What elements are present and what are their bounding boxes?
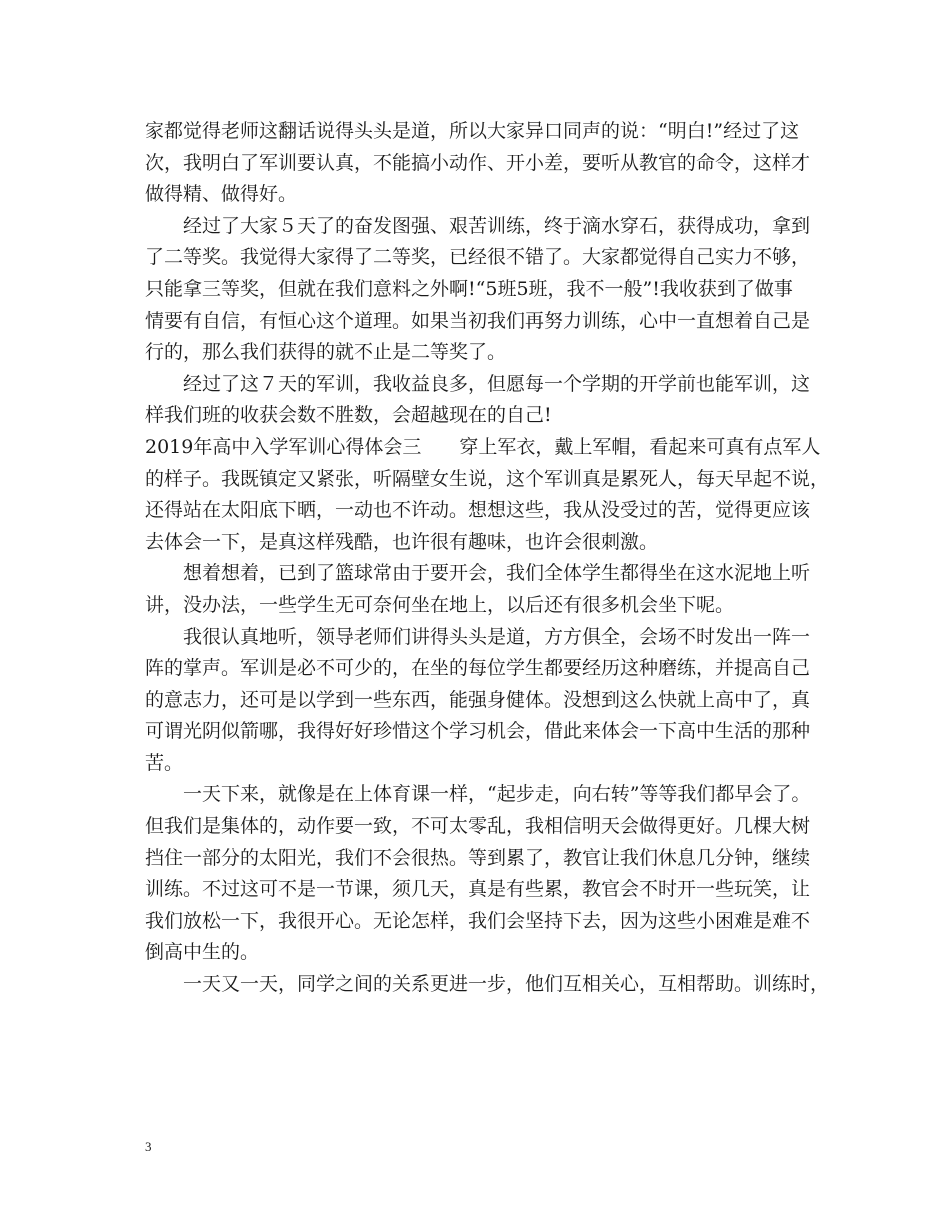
text-line: 讲，没办法，一些学生无可奈何坐在地上，以后还有很多机会坐下呢。 xyxy=(145,593,735,616)
text-line: 但我们是集体的，动作要一致，不可太零乱，我相信明天会做得更好。几棵大树 xyxy=(145,815,811,838)
text-line: 了二等奖。我觉得大家得了二等奖，已经很不错了。大家都觉得自己实力不够， xyxy=(145,246,811,269)
text-line: 我们放松一下，我很开心。无论怎样，我们会坚持下去，因为这些小困难是难不 xyxy=(145,909,811,932)
section-heading-line: 2019年高中入学军训心得体会三 穿上军衣，戴上军帽，看起来可真有点军人 xyxy=(145,435,821,458)
text-line: 想着想着，已到了篮球常由于要开会，我们全体学生都得坐在这水泥地上听 xyxy=(145,562,811,585)
text-line: 阵的掌声。军训是必不可少的，在坐的每位学生都要经历这种磨练，并提高自己 xyxy=(145,657,811,680)
text-line: 苦。 xyxy=(145,751,184,774)
text-line: 行的，那么我们获得的就不止是二等奖了。 xyxy=(145,341,507,364)
text-line: 情要有自信，有恒心这个道理。如果当初我们再努力训练，心中一直想着自己是 xyxy=(145,309,811,332)
text-line: 次，我明白了军训要认真，不能搞小动作、开小差，要听从教官的命令，这样才 xyxy=(145,151,811,174)
text-line: 挡住一部分的太阳光，我们不会很热。等到累了，教官让我们休息几分钟，继续 xyxy=(145,846,811,869)
text-line: 可谓光阴似箭哪，我得好好珍惜这个学习机会，借此来体会一下高中生活的那种 xyxy=(145,720,811,743)
page-number: 3 xyxy=(145,1139,152,1154)
text-line: 还得站在太阳底下晒，一动也不许动。想想这些，我从没受过的苦，觉得更应该 xyxy=(145,499,811,522)
text-line: 一天下来，就像是在上体育课一样，“起步走，向右转”等等我们都早会了。 xyxy=(145,783,811,806)
text-line: 只能拿三等奖，但就在我们意料之外啊!“5班5班，我不一般”!我收获到了做事 xyxy=(145,277,793,300)
text-line: 经过了大家５天了的奋发图强、艰苦训练，终于滴水穿石，获得成功，拿到 xyxy=(145,214,811,237)
text-line: 倒高中生的。 xyxy=(145,941,260,964)
body-text xyxy=(145,116,835,1001)
text-line: 去体会一下，是真这样残酷，也许很有趣味，也许会很刺激。 xyxy=(145,530,659,553)
text-line: 的意志力，还可是以学到一些东西，能强身健体。没想到这么快就上高中了，真 xyxy=(145,688,811,711)
text-line: 我很认真地听，领导老师们讲得头头是道，方方俱全，会场不时发出一阵一 xyxy=(145,625,811,648)
text-line: 训练。不过这可不是一节课，须几天，真是有些累，教官会不时开一些玩笑，让 xyxy=(145,878,811,901)
text-line: 经过了这７天的军训，我收益良多，但愿每一个学期的开学前也能军训，这 xyxy=(145,372,811,395)
text-line: 家都觉得老师这翻话说得头头是道，所以大家异口同声的说：“明白!”经过了这 xyxy=(145,120,800,142)
text-line: 做得精、做得好。 xyxy=(145,183,298,206)
text-line: 一天又一天，同学之间的关系更进一步，他们互相关心，互相帮助。训练时， xyxy=(145,973,830,996)
text-line: 样我们班的收获会数不胜数，会超越现在的自己! xyxy=(145,404,552,427)
text-line: 的样子。我既镇定又紧张，听隔壁女生说，这个军训真是累死人，每天早起不说， xyxy=(145,467,830,490)
